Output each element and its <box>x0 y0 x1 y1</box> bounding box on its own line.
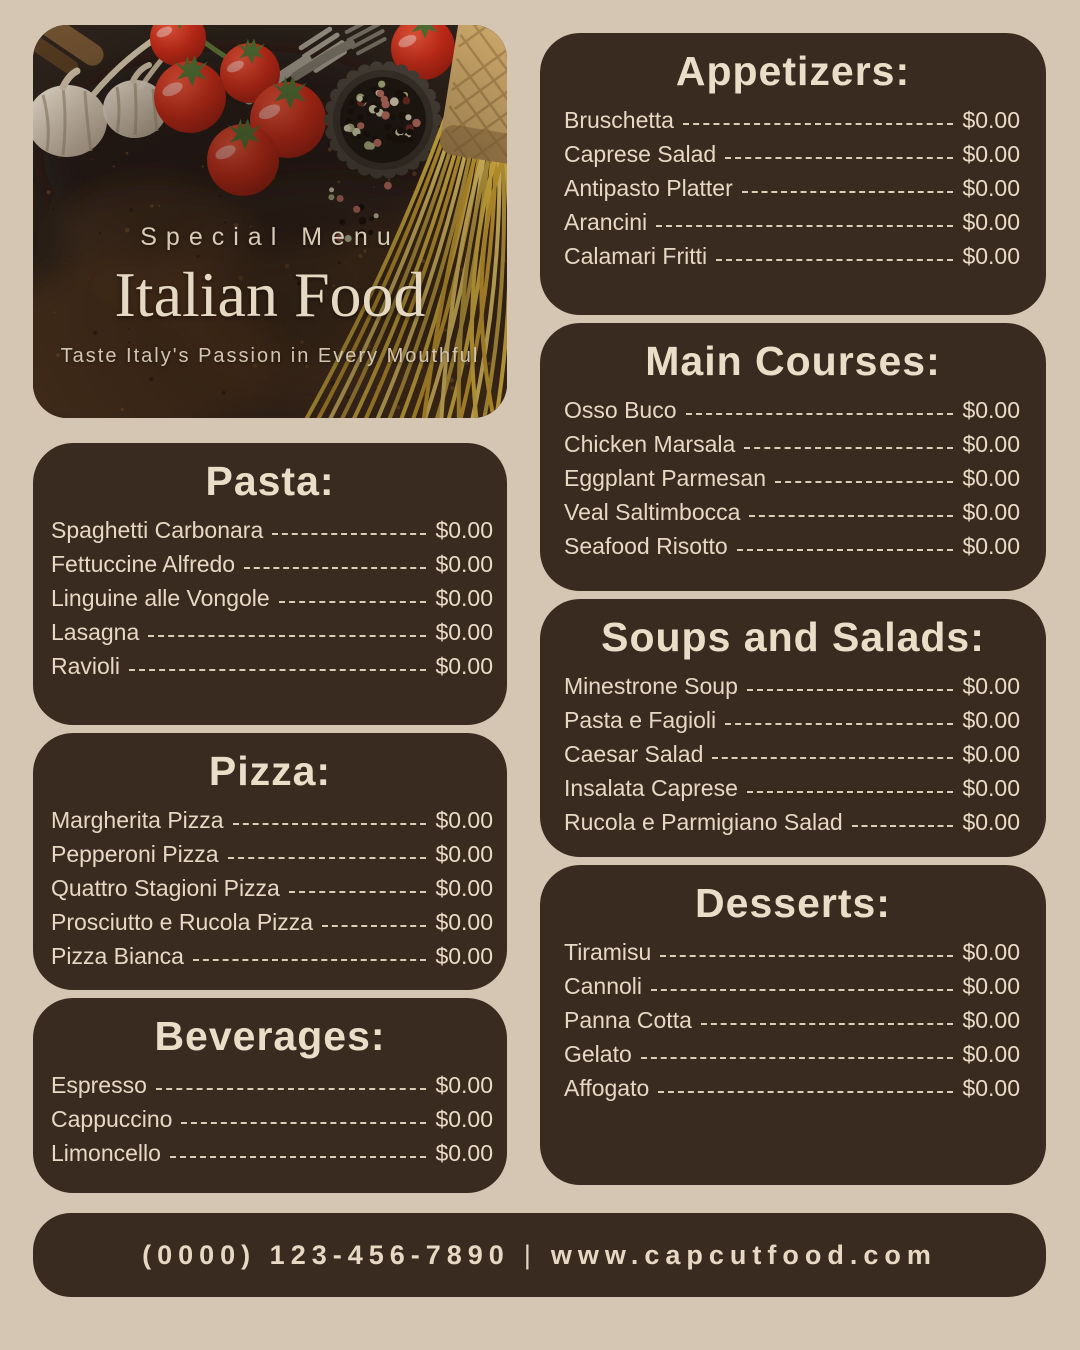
menu-item-row <box>564 239 1020 273</box>
menu-item-name: Prosciutto e Rucola Pizza <box>51 908 314 935</box>
menu-item-price: $0.00 <box>962 396 1020 423</box>
menu-item-price: $0.00 <box>435 1105 493 1132</box>
dotted-leader <box>686 413 954 415</box>
menu-item-price: $0.00 <box>962 672 1020 699</box>
menu-item-price: $0.00 <box>435 584 493 611</box>
hero-title: Italian Food <box>114 259 426 330</box>
menu-item-price: $0.00 <box>435 516 493 543</box>
menu-item-name: Eggplant Parmesan <box>564 464 767 491</box>
menu-item-row <box>564 495 1020 529</box>
menu-item-row <box>51 547 493 581</box>
dotted-leader <box>725 157 953 159</box>
menu-item-price: $0.00 <box>435 550 493 577</box>
dotted-leader <box>156 1088 427 1090</box>
dotted-leader <box>656 225 953 227</box>
dotted-leader <box>725 723 953 725</box>
menu-item-row <box>564 737 1020 771</box>
menu-item-name: Pasta e Fagioli <box>564 706 717 733</box>
menu-columns <box>33 25 1046 1193</box>
menu-item-row <box>564 103 1020 137</box>
menu-item-price: $0.00 <box>962 106 1020 133</box>
right-column <box>540 33 1046 1193</box>
dotted-leader <box>233 823 427 825</box>
menu-item-price: $0.00 <box>962 174 1020 201</box>
menu-item-price: $0.00 <box>435 806 493 833</box>
dotted-leader <box>289 891 427 893</box>
menu-item-price: $0.00 <box>435 840 493 867</box>
dotted-leader <box>244 567 426 569</box>
menu-item-price: $0.00 <box>962 464 1020 491</box>
menu-items-list <box>540 669 1046 839</box>
menu-item-price: $0.00 <box>435 1071 493 1098</box>
menu-item-price: $0.00 <box>962 706 1020 733</box>
menu-item-name: Panna Cotta <box>564 1006 692 1033</box>
menu-item-row <box>51 871 493 905</box>
menu-item-name: Margherita Pizza <box>51 806 224 833</box>
section-card-pasta <box>33 443 507 725</box>
menu-item-name: Gelato <box>564 1040 632 1067</box>
dotted-leader <box>181 1122 426 1124</box>
menu-item-name: Veal Saltimbocca <box>564 498 741 525</box>
section-title-soups-salads: Soups and Salads: <box>601 614 985 660</box>
menu-item-row <box>51 581 493 615</box>
hero-text-block <box>33 223 507 368</box>
dotted-leader <box>641 1057 954 1059</box>
menu-item-row <box>51 905 493 939</box>
section-card-pizza <box>33 733 507 990</box>
menu-item-name: Bruschetta <box>564 106 674 133</box>
menu-items-list <box>33 1068 507 1170</box>
dotted-leader <box>683 123 953 125</box>
menu-item-name: Lasagna <box>51 618 140 645</box>
menu-item-name: Calamari Fritti <box>564 242 708 269</box>
menu-item-price: $0.00 <box>962 140 1020 167</box>
menu-item-row <box>564 393 1020 427</box>
dotted-leader <box>742 191 954 193</box>
dotted-leader <box>716 259 953 261</box>
menu-item-price: $0.00 <box>962 740 1020 767</box>
dotted-leader <box>148 635 426 637</box>
menu-item-name: Limoncello <box>51 1139 161 1166</box>
menu-item-row <box>51 939 493 973</box>
menu-item-row <box>51 615 493 649</box>
menu-item-name: Ravioli <box>51 652 121 679</box>
menu-item-price: $0.00 <box>435 1139 493 1166</box>
dotted-leader <box>749 515 953 517</box>
dotted-leader <box>129 669 426 671</box>
menu-item-price: $0.00 <box>962 242 1020 269</box>
footer-divider: | <box>523 1239 537 1270</box>
dotted-leader <box>744 447 953 449</box>
menu-item-name: Chicken Marsala <box>564 430 736 457</box>
menu-item-price: $0.00 <box>962 1040 1020 1067</box>
menu-item-row <box>564 1071 1020 1105</box>
dotted-leader <box>322 925 426 927</box>
dotted-leader <box>737 549 954 551</box>
dotted-leader <box>747 689 954 691</box>
footer-phone: (0000) 123-456-7890 <box>142 1239 510 1270</box>
menu-item-price: $0.00 <box>962 774 1020 801</box>
menu-items-list <box>540 935 1046 1105</box>
menu-item-price: $0.00 <box>962 208 1020 235</box>
section-card-desserts <box>540 865 1046 1185</box>
menu-item-name: Pepperoni Pizza <box>51 840 219 867</box>
dotted-leader <box>279 601 427 603</box>
menu-item-name: Espresso <box>51 1071 147 1098</box>
menu-item-row <box>564 1003 1020 1037</box>
menu-item-name: Affogato <box>564 1074 650 1101</box>
menu-item-row <box>564 427 1020 461</box>
menu-item-name: Fettuccine Alfredo <box>51 550 236 577</box>
section-title-pasta: Pasta: <box>205 458 335 504</box>
section-card-soups-salads <box>540 599 1046 857</box>
dotted-leader <box>660 955 953 957</box>
menu-item-name: Quattro Stagioni Pizza <box>51 874 280 901</box>
section-card-main-courses <box>540 323 1046 591</box>
menu-item-row <box>51 1068 493 1102</box>
menu-item-row <box>51 837 493 871</box>
menu-item-name: Caprese Salad <box>564 140 717 167</box>
section-title-desserts: Desserts: <box>695 880 891 926</box>
menu-item-name: Cappuccino <box>51 1105 173 1132</box>
footer-website: www.capcutfood.com <box>550 1239 937 1270</box>
dotted-leader <box>775 481 953 483</box>
menu-item-row <box>564 805 1020 839</box>
menu-items-list <box>540 103 1046 273</box>
menu-item-row <box>51 1136 493 1170</box>
menu-item-name: Insalata Caprese <box>564 774 738 801</box>
menu-item-name: Linguine alle Vongole <box>51 584 270 611</box>
dotted-leader <box>272 533 426 535</box>
menu-item-price: $0.00 <box>962 430 1020 457</box>
hero-tagline: Taste Italy's Passion in Every Mouthful <box>60 345 480 367</box>
menu-item-price: $0.00 <box>435 908 493 935</box>
menu-items-list <box>33 803 507 973</box>
menu-item-price: $0.00 <box>962 808 1020 835</box>
dotted-leader <box>193 959 426 961</box>
dotted-leader <box>701 1023 954 1025</box>
hero-kicker: Special Menu <box>140 223 400 251</box>
menu-item-name: Pizza Bianca <box>51 942 184 969</box>
dotted-leader <box>170 1156 426 1158</box>
menu-item-row <box>51 1102 493 1136</box>
menu-item-name: Arancini <box>564 208 648 235</box>
menu-item-row <box>564 529 1020 563</box>
menu-item-row <box>51 649 493 683</box>
section-title-pizza: Pizza: <box>208 748 332 794</box>
left-column <box>33 25 507 1193</box>
menu-item-price: $0.00 <box>962 972 1020 999</box>
menu-item-row <box>564 137 1020 171</box>
menu-item-row <box>564 969 1020 1003</box>
menu-items-list <box>540 393 1046 563</box>
menu-item-price: $0.00 <box>435 618 493 645</box>
menu-item-name: Antipasto Platter <box>564 174 733 201</box>
menu-item-row <box>564 1037 1020 1071</box>
hero-photo-card <box>33 25 507 418</box>
dotted-leader <box>747 791 954 793</box>
menu-item-price: $0.00 <box>435 652 493 679</box>
menu-item-row <box>564 669 1020 703</box>
section-title-main-courses: Main Courses: <box>645 338 941 384</box>
menu-item-row <box>564 171 1020 205</box>
section-title-beverages: Beverages: <box>154 1013 386 1059</box>
footer-bar <box>33 1213 1046 1297</box>
menu-item-price: $0.00 <box>962 532 1020 559</box>
menu-item-row <box>51 513 493 547</box>
menu-item-name: Minestrone Soup <box>564 672 738 699</box>
section-card-beverages <box>33 998 507 1193</box>
menu-item-row <box>51 803 493 837</box>
dotted-leader <box>228 857 427 859</box>
menu-item-name: Rucola e Parmigiano Salad <box>564 808 843 835</box>
menu-item-price: $0.00 <box>962 1006 1020 1033</box>
section-title-appetizers: Appetizers: <box>675 48 911 94</box>
menu-item-name: Tiramisu <box>564 938 652 965</box>
menu-item-row <box>564 205 1020 239</box>
menu-item-name: Spaghetti Carbonara <box>51 516 264 543</box>
menu-item-price: $0.00 <box>962 1074 1020 1101</box>
dotted-leader <box>712 757 953 759</box>
menu-item-price: $0.00 <box>435 874 493 901</box>
menu-item-name: Cannoli <box>564 972 642 999</box>
menu-item-price: $0.00 <box>962 938 1020 965</box>
menu-item-price: $0.00 <box>962 498 1020 525</box>
dotted-leader <box>852 825 954 827</box>
menu-item-row <box>564 461 1020 495</box>
section-card-appetizers <box>540 33 1046 315</box>
menu-item-name: Osso Buco <box>564 396 677 423</box>
dotted-leader <box>651 989 953 991</box>
dotted-leader <box>658 1091 953 1093</box>
menu-item-row <box>564 935 1020 969</box>
menu-item-name: Seafood Risotto <box>564 532 728 559</box>
menu-item-row <box>564 703 1020 737</box>
menu-item-row <box>564 771 1020 805</box>
menu-items-list <box>33 513 507 683</box>
menu-item-name: Caesar Salad <box>564 740 704 767</box>
menu-item-price: $0.00 <box>435 942 493 969</box>
